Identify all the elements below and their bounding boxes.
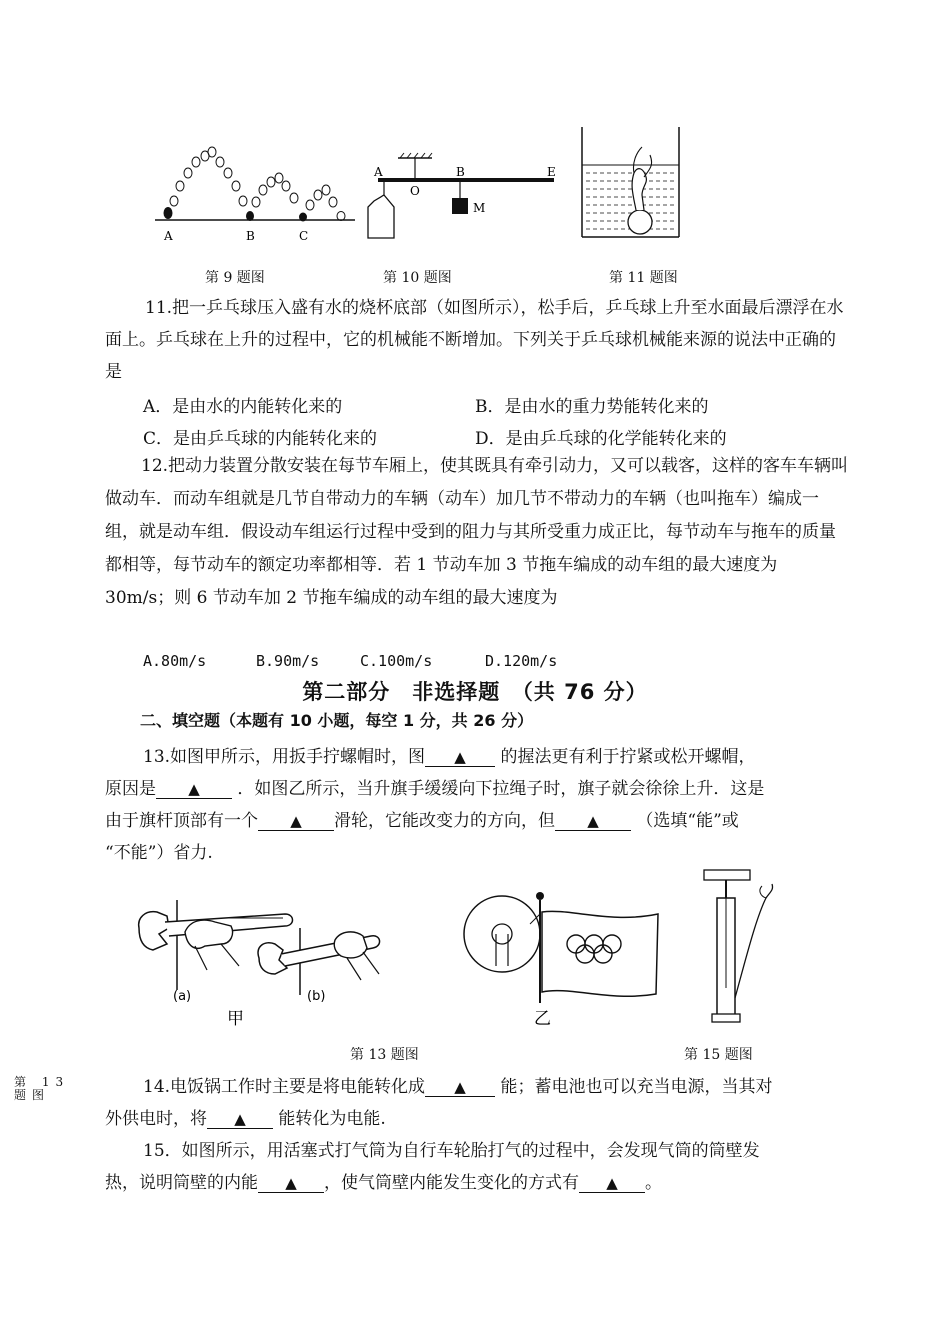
fig13-label-b: (b)	[307, 989, 326, 1004]
section2-title: 第二部分 非选择题 （共 76 分）	[302, 680, 648, 704]
fig11-caption: 第 11 题图	[609, 270, 678, 286]
q15-line2	[105, 1168, 662, 1193]
q14-text-4: 能转化为电能.	[278, 1109, 386, 1129]
q14-line1	[143, 1072, 772, 1097]
q13-text-4: ．如图乙所示，当升旗手缓缓向下拉绳子时，旗子就会徐徐上升．这是	[237, 779, 765, 799]
q13-line1	[143, 742, 755, 767]
fig11-beaker-diagram	[578, 125, 683, 240]
q13-line2	[105, 774, 764, 799]
q12-option-a: A.80m/s	[143, 652, 207, 670]
q15-line1: 15．如图所示，用活塞式打气筒为自行车轮胎打气的过程中，会发现气筒的筒壁发	[143, 1141, 760, 1161]
q12-option-d: D.120m/s	[485, 652, 558, 670]
margin-note: 第 13 题图	[14, 1075, 70, 1102]
q13-blank-3: ▲	[258, 812, 334, 831]
q11-option-b: B．是由水的重力势能转化来的	[475, 397, 709, 417]
q14-line2	[105, 1104, 386, 1129]
fig10-label-o: O	[410, 184, 420, 198]
fig9-bouncing-ball-diagram	[150, 140, 360, 250]
q11-option-d: D．是由乒乓球的化学能转化来的	[475, 429, 727, 449]
q11-option-c: C．是由乒乓球的内能转化来的	[143, 429, 378, 449]
q15-text-4: 。	[645, 1173, 662, 1193]
q14-blank-1: ▲	[425, 1078, 495, 1097]
fig9-label-b: B	[246, 229, 255, 243]
q15-text-3: ，使气筒壁内能发生变化的方式有	[324, 1173, 579, 1193]
q11-option-a: A．是由水的内能转化来的	[143, 397, 343, 417]
fig13-wrench-diagram	[135, 900, 395, 1030]
q12-option-c: C.100m/s	[360, 652, 433, 670]
q13-line3	[105, 806, 739, 831]
q12-stem: 12.把动力装置分散安装在每节车厢上，使其既具有牵引动力，又可以载客，这样的客车车辆叫做动车．而动车组就是几节自带动力的车辆（动车）加几节不带动力的车辆（也叫拖车）编成一组，就是动车组．假设动车组运行过程中受到的阻力与其所受重力成正比，每节动车与拖车的质量都相等，每节动车的额定功率都相等．若 1 节动车加 3 节拖车编成的动车组的最大速度为 30m/s；则 6 节动车加 2 节拖车编成的动车组的最大速度为	[105, 456, 849, 608]
q15-text-2: 热，说明筒壁的内能	[105, 1173, 258, 1193]
fig15-caption: 第 15 题图	[684, 1047, 753, 1063]
q15-blank-2: ▲	[579, 1174, 645, 1193]
fig9-label-c: C	[299, 229, 309, 243]
fig13-label-a: (a)	[173, 989, 192, 1004]
q14-text-3: 外供电时，将	[105, 1109, 207, 1129]
section2-subtitle: 二、填空题（本题有 10 小题，每空 1 分，共 26 分）	[140, 711, 534, 730]
q13-blank-1: ▲	[425, 748, 495, 767]
q14-text-2: 能；蓄电池也可以充当电源，当其对	[500, 1077, 773, 1097]
fig10-lever-diagram	[360, 150, 560, 245]
q12-option-b: B.90m/s	[256, 652, 320, 670]
fig9-caption: 第 9 题图	[205, 270, 265, 286]
q13-blank-2: ▲	[156, 780, 232, 799]
fig10-label-b: B	[456, 165, 465, 179]
fig13-label-yi: 乙	[534, 1009, 551, 1029]
q13-text-7: （选填“能”或	[636, 811, 739, 831]
fig9-label-a: A	[164, 229, 173, 243]
fig13-caption: 第 13 题图	[350, 1047, 419, 1063]
q14-blank-2: ▲	[207, 1110, 273, 1129]
q13-text-3: 原因是	[105, 779, 156, 799]
fig10-label-a: A	[374, 165, 383, 179]
q13-text-1: 13.如图甲所示，用扳手拧螺帽时，图	[143, 747, 426, 767]
fig10-caption: 第 10 题图	[383, 270, 452, 286]
q13-text-2: 的握法更有利于拧紧或松开螺帽，	[500, 747, 756, 767]
q14-text-1: 14.电饭锅工作时主要是将电能转化成	[143, 1077, 426, 1097]
q15-blank-1: ▲	[258, 1174, 324, 1193]
q13-blank-4: ▲	[555, 812, 631, 831]
q13-text-6: 滑轮，它能改变力的方向，但	[334, 811, 555, 831]
fig13-label-jia: 甲	[227, 1009, 244, 1029]
fig10-label-e: E	[547, 165, 556, 179]
fig13-flag-diagram	[460, 888, 665, 1030]
fig15-pump-diagram	[700, 868, 780, 1026]
q13-line4: “不能”）省力.	[105, 843, 213, 863]
q13-text-5: 由于旗杆顶部有一个	[105, 811, 258, 831]
q11-stem: 11.把一乒乓球压入盛有水的烧杯底部（如图所示），松手后，乒乓球上升至水面最后漂浮在水面上。乒乓球在上升的过程中，它的机械能不断增加。下列关于乒乓球机械能来源的说法中正确的是	[105, 298, 844, 382]
fig10-label-m: M	[473, 201, 486, 215]
